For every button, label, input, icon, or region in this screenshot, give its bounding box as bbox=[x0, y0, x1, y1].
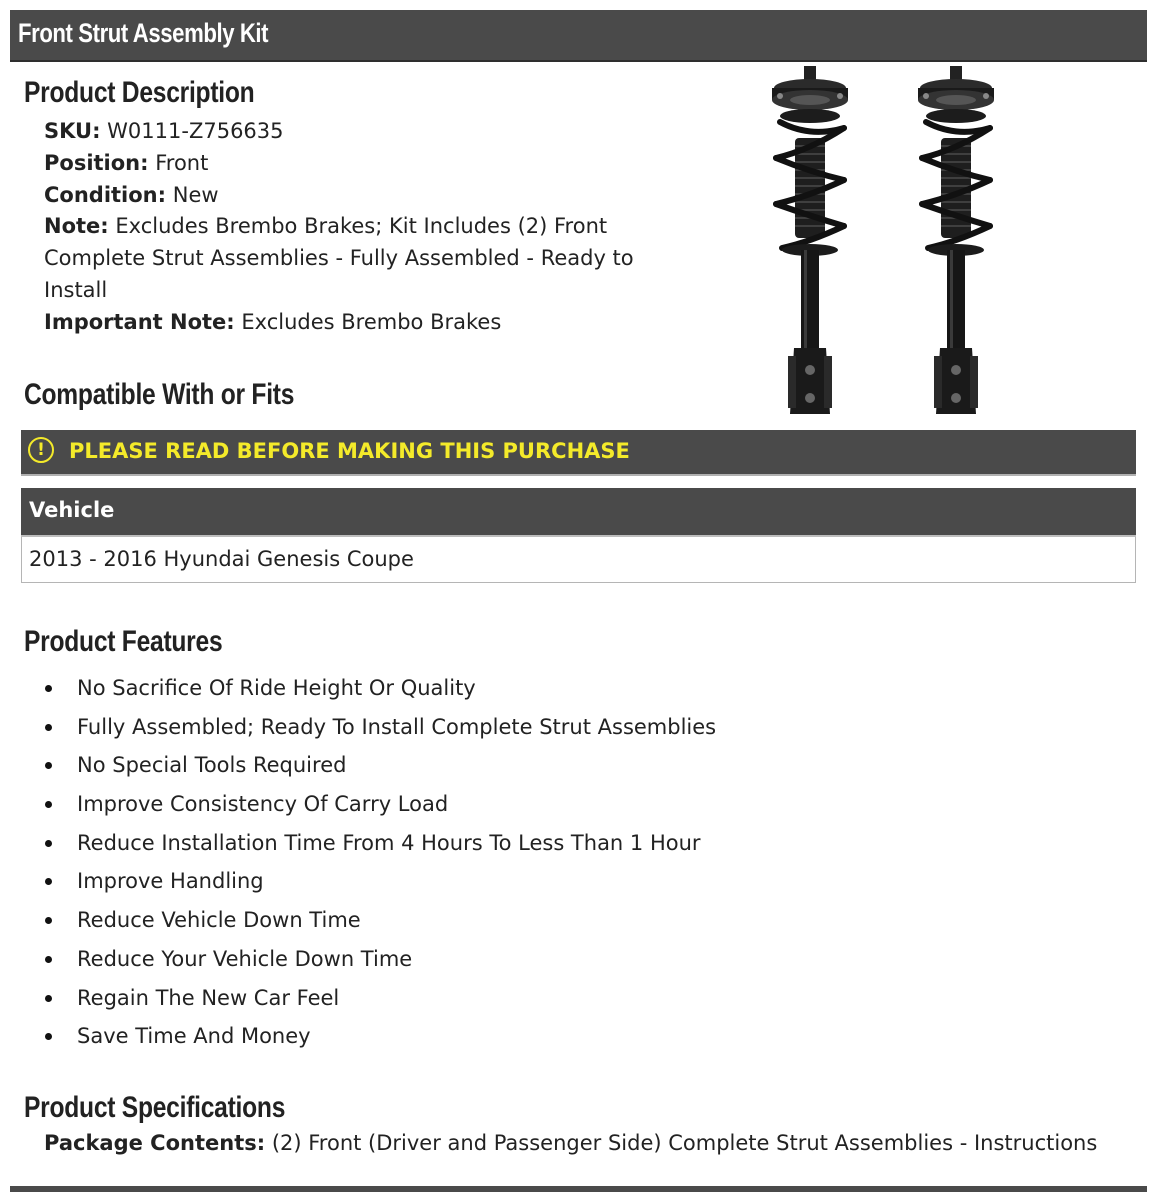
vehicle-table bbox=[21, 488, 1136, 583]
feature-item: Improve Consistency Of Carry Load bbox=[44, 785, 716, 824]
feature-item: No Sacrifice Of Ride Height Or Quality bbox=[44, 669, 716, 708]
feature-item: Fully Assembled; Ready To Install Complete Strut Assemblies bbox=[44, 708, 716, 747]
features-list bbox=[44, 669, 716, 1056]
feature-item: Reduce Installation Time From 4 Hours To Less Than 1 Hour bbox=[44, 824, 716, 863]
product-features-heading: Product Features bbox=[24, 625, 223, 658]
product-description bbox=[44, 116, 664, 339]
sku-line: SKU: W0111-Z756635 bbox=[44, 119, 284, 143]
product-description-heading: Product Description bbox=[24, 76, 255, 109]
warning-text: PLEASE READ BEFORE MAKING THIS PURCHASE bbox=[69, 439, 630, 463]
compatibility-heading: Compatible With or Fits bbox=[24, 378, 295, 411]
purchase-warning-banner bbox=[21, 430, 1136, 476]
feature-item: Save Time And Money bbox=[44, 1017, 716, 1056]
feature-item: No Special Tools Required bbox=[44, 746, 716, 785]
position-line: Position: Front bbox=[44, 150, 209, 175]
exclamation-circle-icon: ! bbox=[28, 437, 54, 463]
feature-item: Reduce Vehicle Down Time bbox=[44, 901, 716, 940]
note-line: Note: Excludes Brembo Brakes; Kit Includes (2) Front Complete Strut Assemblies - Fully Assembled - Ready to Install bbox=[44, 214, 634, 302]
product-specifications-heading: Product Specifications bbox=[24, 1091, 286, 1124]
feature-item: Improve Handling bbox=[44, 862, 716, 901]
vehicle-row: 2013 - 2016 Hyundai Genesis Coupe bbox=[29, 547, 414, 571]
page-title: Front Strut Assembly Kit bbox=[18, 18, 269, 48]
vehicle-column-label: Vehicle bbox=[29, 498, 115, 522]
feature-item: Reduce Your Vehicle Down Time bbox=[44, 940, 716, 979]
vehicle-table-header bbox=[21, 488, 1136, 537]
package-contents-label: Package Contents: bbox=[44, 1131, 266, 1155]
strut-assembly-image bbox=[748, 62, 1028, 422]
page-title-bar bbox=[10, 10, 1147, 62]
feature-item: Regain The New Car Feel bbox=[44, 979, 716, 1018]
package-contents-line bbox=[44, 1131, 1097, 1155]
package-contents-value: (2) Front (Driver and Passenger Side) Complete Strut Assemblies - Instructions bbox=[271, 1131, 1098, 1155]
important-note-line: Important Note: Excludes Brembo Brakes bbox=[44, 309, 502, 334]
bottom-divider bbox=[10, 1186, 1147, 1192]
condition-line: Condition: New bbox=[44, 182, 219, 207]
